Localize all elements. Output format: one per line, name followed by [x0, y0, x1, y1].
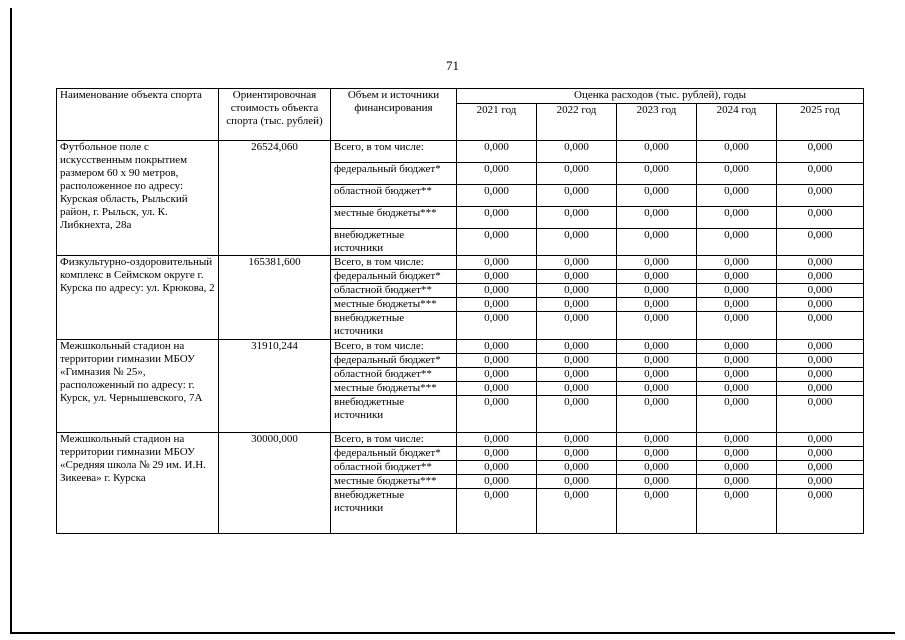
year-value: 0,000: [697, 396, 777, 433]
year-value: 0,000: [617, 141, 697, 163]
year-value: 0,000: [457, 256, 537, 270]
year-value: 0,000: [457, 229, 537, 256]
year-value: 0,000: [697, 447, 777, 461]
funding-source: местные бюджеты***: [331, 475, 457, 489]
header-cost: Ориентировочная стоимость объекта спорта (тыс. рублей): [219, 89, 331, 141]
year-value: 0,000: [617, 229, 697, 256]
year-value: 0,000: [537, 396, 617, 433]
year-value: 0,000: [777, 447, 864, 461]
header-year: 2021 год: [457, 104, 537, 141]
year-value: 0,000: [457, 433, 537, 447]
year-value: 0,000: [537, 461, 617, 475]
year-value: 0,000: [697, 270, 777, 284]
year-value: 0,000: [457, 368, 537, 382]
funding-source: местные бюджеты***: [331, 298, 457, 312]
year-value: 0,000: [457, 298, 537, 312]
funding-source: федеральный бюджет*: [331, 447, 457, 461]
year-value: 0,000: [617, 284, 697, 298]
year-value: 0,000: [777, 354, 864, 368]
year-value: 0,000: [777, 382, 864, 396]
year-value: 0,000: [457, 382, 537, 396]
year-value: 0,000: [777, 229, 864, 256]
year-value: 0,000: [777, 368, 864, 382]
object-name: Межшкольный стадион на территории гимназии МБОУ «Гимназия № 25», расположенный по адресу: г. Курск, ул. Чернышевского, 7А: [57, 340, 219, 433]
year-value: 0,000: [457, 141, 537, 163]
year-value: 0,000: [697, 141, 777, 163]
year-value: 0,000: [457, 312, 537, 340]
year-value: 0,000: [617, 312, 697, 340]
year-value: 0,000: [457, 185, 537, 207]
year-value: 0,000: [537, 475, 617, 489]
year-value: 0,000: [777, 256, 864, 270]
year-value: 0,000: [537, 354, 617, 368]
year-value: 0,000: [457, 270, 537, 284]
header-row-1: [57, 89, 864, 104]
year-value: 0,000: [537, 270, 617, 284]
year-value: 0,000: [777, 312, 864, 340]
funding-source: федеральный бюджет*: [331, 354, 457, 368]
year-value: 0,000: [537, 340, 617, 354]
funding-source: внебюджетные источники: [331, 489, 457, 534]
year-value: 0,000: [777, 141, 864, 163]
year-value: 0,000: [777, 207, 864, 229]
year-value: 0,000: [457, 475, 537, 489]
year-value: 0,000: [537, 312, 617, 340]
object-cost: 26524,060: [219, 141, 331, 256]
funding-source: областной бюджет**: [331, 368, 457, 382]
year-value: 0,000: [617, 207, 697, 229]
year-value: 0,000: [697, 229, 777, 256]
year-value: 0,000: [777, 163, 864, 185]
year-value: 0,000: [537, 141, 617, 163]
table-row: [57, 256, 864, 270]
year-value: 0,000: [617, 461, 697, 475]
page-number: 71: [446, 58, 459, 73]
year-value: 0,000: [697, 340, 777, 354]
funding-source: местные бюджеты***: [331, 382, 457, 396]
year-value: 0,000: [617, 433, 697, 447]
table-row: [57, 433, 864, 447]
year-value: 0,000: [697, 489, 777, 534]
year-value: 0,000: [697, 475, 777, 489]
funding-source: внебюджетные источники: [331, 229, 457, 256]
year-value: 0,000: [617, 163, 697, 185]
year-value: 0,000: [537, 368, 617, 382]
year-value: 0,000: [457, 396, 537, 433]
year-value: 0,000: [697, 185, 777, 207]
year-value: 0,000: [457, 284, 537, 298]
year-value: 0,000: [537, 382, 617, 396]
funding-source: Всего, в том числе:: [331, 141, 457, 163]
year-value: 0,000: [697, 284, 777, 298]
year-value: 0,000: [457, 207, 537, 229]
object-name: Межшкольный стадион на территории гимназии МБОУ «Средняя школа № 29 им. И.Н. Зикеева» г. Курска: [57, 433, 219, 534]
object-cost: 30000,000: [219, 433, 331, 534]
year-value: 0,000: [697, 163, 777, 185]
year-value: 0,000: [617, 340, 697, 354]
year-value: 0,000: [457, 461, 537, 475]
year-value: 0,000: [697, 382, 777, 396]
year-value: 0,000: [697, 207, 777, 229]
year-value: 0,000: [697, 298, 777, 312]
object-name: Физкультурно-оздоровительный комплекс в Сеймском округе г. Курска по адресу: ул. Крюкова, 2: [57, 256, 219, 340]
year-value: 0,000: [777, 340, 864, 354]
funding-source: Всего, в том числе:: [331, 340, 457, 354]
year-value: 0,000: [537, 229, 617, 256]
year-value: 0,000: [537, 256, 617, 270]
expenses-table: [56, 88, 864, 534]
year-value: 0,000: [617, 185, 697, 207]
funding-source: областной бюджет**: [331, 461, 457, 475]
table-row: [57, 141, 864, 163]
year-value: 0,000: [697, 461, 777, 475]
year-value: 0,000: [777, 475, 864, 489]
year-value: 0,000: [457, 340, 537, 354]
header-sources: Объем и источники финансирования: [331, 89, 457, 141]
year-value: 0,000: [537, 284, 617, 298]
funding-source: федеральный бюджет*: [331, 270, 457, 284]
header-year: 2023 год: [617, 104, 697, 141]
year-value: 0,000: [457, 447, 537, 461]
year-value: 0,000: [697, 354, 777, 368]
year-value: 0,000: [697, 433, 777, 447]
year-value: 0,000: [457, 354, 537, 368]
year-value: 0,000: [537, 447, 617, 461]
year-value: 0,000: [457, 489, 537, 534]
funding-source: местные бюджеты***: [331, 207, 457, 229]
year-value: 0,000: [777, 284, 864, 298]
object-cost: 165381,600: [219, 256, 331, 340]
year-value: 0,000: [617, 270, 697, 284]
table-row: [57, 340, 864, 354]
year-value: 0,000: [537, 433, 617, 447]
year-value: 0,000: [537, 207, 617, 229]
year-value: 0,000: [697, 368, 777, 382]
year-value: 0,000: [777, 185, 864, 207]
year-value: 0,000: [457, 163, 537, 185]
year-value: 0,000: [537, 185, 617, 207]
year-value: 0,000: [617, 368, 697, 382]
object-cost: 31910,244: [219, 340, 331, 433]
header-estimate: Оценка расходов (тыс. рублей), годы: [457, 89, 864, 104]
year-value: 0,000: [617, 298, 697, 312]
year-value: 0,000: [617, 354, 697, 368]
year-value: 0,000: [697, 312, 777, 340]
funding-source: Всего, в том числе:: [331, 256, 457, 270]
year-value: 0,000: [537, 489, 617, 534]
header-object-name: Наименование объекта спорта: [57, 89, 219, 141]
year-value: 0,000: [537, 298, 617, 312]
year-value: 0,000: [617, 489, 697, 534]
year-value: 0,000: [617, 447, 697, 461]
year-value: 0,000: [777, 298, 864, 312]
year-value: 0,000: [617, 382, 697, 396]
header-year: 2024 год: [697, 104, 777, 141]
header-year: 2025 год: [777, 104, 864, 141]
funding-source: Всего, в том числе:: [331, 433, 457, 447]
year-value: 0,000: [777, 270, 864, 284]
funding-source: областной бюджет**: [331, 284, 457, 298]
funding-source: внебюджетные источники: [331, 312, 457, 340]
table-body: [57, 141, 864, 534]
header-year: 2022 год: [537, 104, 617, 141]
object-name: Футбольное поле с искусственным покрытием размером 60 х 90 метров, расположенное по адресу: Курская область, Рыльский район, г. Рыльск, ул. К. Либкнехта, 28а: [57, 141, 219, 256]
year-value: 0,000: [777, 489, 864, 534]
year-value: 0,000: [617, 256, 697, 270]
funding-source: областной бюджет**: [331, 185, 457, 207]
funding-source: внебюджетные источники: [331, 396, 457, 433]
year-value: 0,000: [777, 396, 864, 433]
year-value: 0,000: [697, 256, 777, 270]
year-value: 0,000: [777, 433, 864, 447]
year-value: 0,000: [617, 475, 697, 489]
year-value: 0,000: [617, 396, 697, 433]
year-value: 0,000: [777, 461, 864, 475]
year-value: 0,000: [537, 163, 617, 185]
funding-source: федеральный бюджет*: [331, 163, 457, 185]
